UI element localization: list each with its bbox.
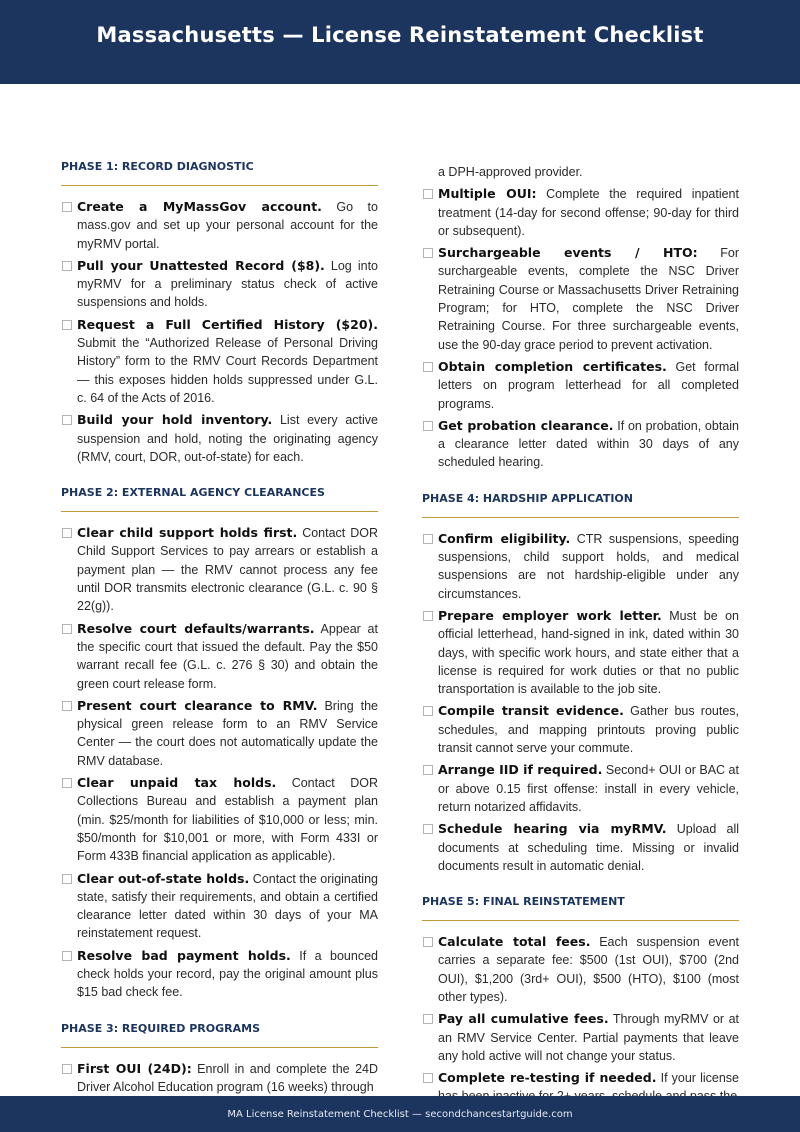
item-lead: First OUI (24D): — [77, 1060, 192, 1076]
item-lead: Prepare employer work letter. — [438, 607, 662, 623]
phase-5-section — [422, 895, 739, 1106]
checklist-item[interactable] — [61, 1060, 378, 1097]
item-desc: If your license — [660, 1071, 739, 1086]
page-header — [0, 0, 800, 84]
phase-3-title: PHASE 3: REQUIRED PROGRAMS — [61, 1022, 378, 1048]
phase-3-continued — [422, 163, 739, 472]
item-lead: Resolve court defaults/warrants. — [77, 620, 315, 636]
item-desc: Second+ OUI or BAC at or above 0.15 first offense: install in every vehicle, return notarized affidavits. — [438, 763, 739, 814]
checklist-item[interactable] — [422, 358, 739, 413]
checklist-item[interactable] — [422, 530, 739, 603]
item-lead: Create a MyMassGov account. — [77, 199, 322, 214]
item-desc: If on probation, obtain a clearance letter dated within 30 days of any scheduled hearing. — [438, 418, 739, 470]
item-desc: List every active suspension and hold, noting the originating agency (RMV, court, DOR, out-of-state) for each. — [77, 413, 378, 464]
checklist-item[interactable] — [422, 607, 739, 698]
checkbox-icon[interactable] — [62, 951, 72, 961]
checkbox-icon[interactable] — [423, 534, 433, 544]
item-lead: Obtain completion certificates. — [438, 358, 667, 374]
item-lead: Present court clearance to RMV. — [77, 697, 318, 713]
checklist-item[interactable] — [422, 417, 739, 472]
checklist-item[interactable] — [422, 820, 739, 875]
item-lead: Confirm eligibility. — [438, 530, 571, 546]
item-lead: Calculate total fees. — [438, 934, 591, 950]
item-desc: Upload all documents at scheduling time. Missing or invalid documents result in automatic denial. — [438, 822, 739, 873]
item-continuation: a DPH-approved provider. — [438, 165, 583, 179]
checklist-item[interactable] — [422, 185, 739, 240]
item-lead: Clear child support holds first. — [77, 525, 298, 541]
item-lead: Request a Full Certified History ($20). — [77, 316, 378, 332]
item-lead: Complete re-testing if needed. — [438, 1070, 657, 1086]
checkbox-icon[interactable] — [423, 1073, 433, 1083]
item-lead: Clear out-of-state holds. — [77, 870, 250, 886]
item-lead: Pull your Unattested Record ($8). — [77, 257, 325, 273]
phase-3-section — [61, 1022, 378, 1097]
checkbox-icon[interactable] — [62, 415, 72, 425]
item-desc: Contact the originating state, satisfy their requirements, and obtain a certified clearance letter dated within 30 days of your MA reinstatement request. — [77, 871, 378, 941]
checklist-item[interactable] — [61, 947, 378, 1002]
checklist-item[interactable] — [422, 761, 739, 816]
item-desc: Get formal letters on program letterhead for all completed programs. — [438, 359, 740, 411]
checkbox-icon[interactable] — [423, 1014, 433, 1024]
item-desc: Each suspension event carries a separate fee: $500 (1st OUI), $700 (2nd OUI), $1,200 (3rd+ OUI), $500 (HTO), $100 (most other types). — [438, 935, 739, 1004]
page-title: Massachusetts — License Reinstatement Checklist — [96, 23, 704, 47]
checklist-item[interactable] — [61, 198, 378, 253]
item-desc: Go to mass.gov and set up your personal account for the myRMV portal. — [77, 200, 378, 251]
item-desc: If a bounced check holds your record, pay the original amount plus $15 bad check fee. — [77, 948, 378, 1000]
checkbox-icon[interactable] — [423, 706, 433, 716]
phase-2-section — [61, 486, 378, 1001]
checklist-item[interactable] — [61, 870, 378, 943]
item-lead: Schedule hearing via myRMV. — [438, 821, 667, 837]
checklist-item[interactable] — [61, 316, 378, 407]
checklist-item[interactable] — [422, 702, 739, 757]
item-desc: Bring the physical green release form to an RMV Service Center — the court does not automatically update the RMV database. — [77, 698, 378, 768]
checkbox-icon[interactable] — [423, 362, 433, 372]
checkbox-icon[interactable] — [423, 824, 433, 834]
item-desc: Contact DOR Child Support Services to pay arrears or establish a payment plan — the RMV cannot process any fee until DOR transmits electronic clearance (G.L. c. 90 § 22(g)). — [77, 526, 378, 614]
checklist-item[interactable] — [61, 774, 378, 865]
item-lead: Resolve bad payment holds. — [77, 947, 291, 963]
checklist-item[interactable] — [61, 524, 378, 615]
checkbox-icon[interactable] — [62, 320, 72, 330]
checklist-item[interactable] — [422, 1010, 739, 1065]
item-desc: CTR suspensions, speeding suspensions, child support holds, and medical suspensions are not hardship-eligible under any circumstances. — [438, 531, 739, 601]
item-lead: Build your hold inventory. — [77, 412, 273, 428]
item-desc: Log into myRMV for a preliminary status check of active suspensions and holds. — [77, 258, 378, 310]
item-desc: Through myRMV or at an RMV Service Center. Partial payments that leave any hold active will not change your status. — [438, 1012, 739, 1063]
checkbox-icon[interactable] — [423, 765, 433, 775]
phase-2-title: PHASE 2: EXTERNAL AGENCY CLEARANCES — [61, 486, 378, 512]
checkbox-icon[interactable] — [62, 778, 72, 788]
item-desc: Contact DOR Collections Bureau and establish a payment plan (min. $25/month for liabilities of $10,000 or less; min. $50/month for $10,001 or more, with Form 433I or Form 433B financial application as applicable). — [77, 776, 378, 864]
checklist-item[interactable] — [61, 620, 378, 693]
item-lead: Multiple OUI: — [438, 186, 537, 202]
item-desc: Gather bus routes, schedules, and mapping printouts proving public transit cannot serve your commute. — [438, 704, 740, 756]
checkbox-icon[interactable] — [62, 701, 72, 711]
item-lead: Surchargeable events / HTO: — [438, 245, 698, 261]
page-footer — [0, 1096, 800, 1132]
item-lead: Clear unpaid tax holds. — [77, 775, 277, 791]
checkbox-icon[interactable] — [423, 611, 433, 621]
phase-1-section — [61, 160, 378, 466]
item-desc: For surchargeable events, complete the NSC Driver Retraining Course or Massachusetts Driver Retraining Program; for HTO, complete the NSC Driver Retraining Course. For three surchargeable events, use the 90-day grace period to prevent activation. — [438, 246, 739, 352]
checkbox-icon[interactable] — [62, 1064, 72, 1074]
left-column — [61, 160, 378, 1116]
footer-text: MA License Reinstatement Checklist — secondchancestartguide.com — [227, 1108, 573, 1120]
checklist-item[interactable] — [422, 933, 739, 1006]
checkbox-icon[interactable] — [423, 248, 433, 258]
checklist-item[interactable] — [61, 411, 378, 466]
checkbox-icon[interactable] — [62, 202, 72, 212]
checkbox-icon[interactable] — [62, 261, 72, 271]
phase-5-title: PHASE 5: FINAL REINSTATEMENT — [422, 895, 739, 921]
checkbox-icon[interactable] — [423, 937, 433, 947]
item-lead: Arrange IID if required. — [438, 762, 603, 778]
item-desc: Complete the required inpatient treatment (14-day for second offense; 90-day for third or subsequent). — [438, 187, 739, 238]
checklist-item[interactable] — [422, 244, 739, 354]
checkbox-icon[interactable] — [62, 874, 72, 884]
checkbox-icon[interactable] — [62, 624, 72, 634]
checkbox-icon[interactable] — [423, 189, 433, 199]
item-lead: Compile transit evidence. — [438, 703, 624, 719]
checklist-item[interactable] — [61, 257, 378, 312]
phase-1-title: PHASE 1: RECORD DIAGNOSTIC — [61, 160, 378, 186]
phase-4-title: PHASE 4: HARDSHIP APPLICATION — [422, 492, 739, 518]
phase-4-section — [422, 492, 739, 875]
item-lead: Get probation clearance. — [438, 417, 614, 433]
checkbox-icon[interactable] — [423, 421, 433, 431]
item-desc: Submit the “Authorized Release of Personal Driving History” form to the RMV Court Records Department — this exposes hidden holds suppressed under G.L. c. 64 of the Acts of 2016. — [77, 336, 378, 405]
item-lead: Pay all cumulative fees. — [438, 1011, 609, 1027]
item-desc: Enroll in and complete the 24D Driver Alcohol Education program (16 weeks) through — [77, 1061, 379, 1094]
checkbox-icon[interactable] — [62, 528, 72, 538]
right-column — [422, 163, 739, 1126]
checklist-item[interactable] — [61, 697, 378, 770]
item-desc: Must be on official letterhead, hand-signed in ink, dated within 30 days, with specific work hours, and state either that a license is required for work duties or that no public transportation is available to the job site. — [438, 608, 740, 697]
item-desc: Appear at the specific court that issued the default. Pay the $50 warrant recall fee (G.L. c. 276 § 30) and obtain the green court release form. — [77, 621, 378, 691]
